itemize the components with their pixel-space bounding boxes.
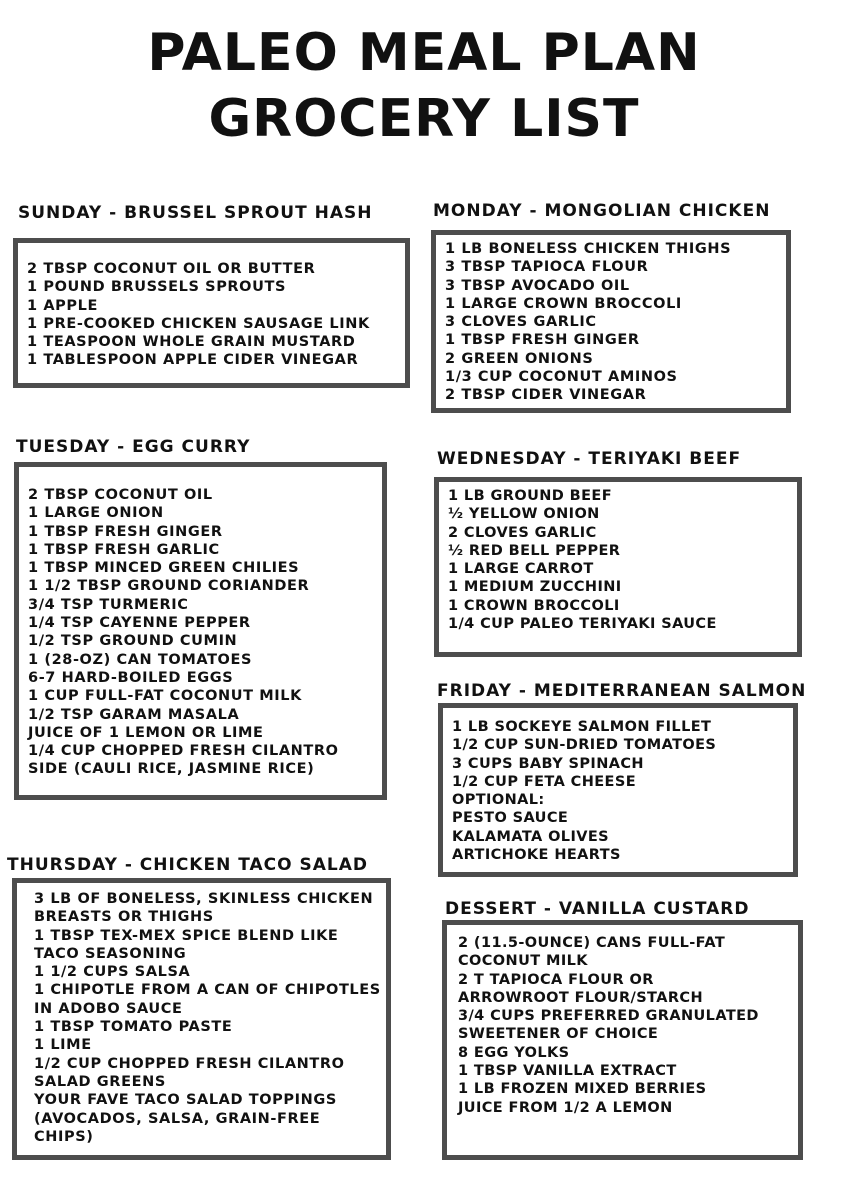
ingredient-item: 1 CHIPOTLE FROM A CAN OF CHIPOTLES [34, 982, 381, 999]
ingredient-item: 1 TBSP TEX-MEX SPICE BLEND LIKE [34, 927, 339, 944]
ingredient-item: SWEETENER OF CHOICE [458, 1026, 659, 1043]
ingredient-item: TACO SEASONING [34, 945, 187, 962]
section-heading-thursday: THURSDAY - CHICKEN TACO SALAD [7, 855, 369, 875]
ingredient-item: 3/4 CUPS PREFERRED GRANULATED [458, 1008, 759, 1025]
ingredient-item: OPTIONAL: [452, 792, 545, 809]
ingredient-item: 1 POUND BRUSSELS SPROUTS [27, 279, 287, 296]
ingredient-item: 3 CLOVES GARLIC [445, 314, 597, 331]
ingredient-item: 3 TBSP TAPIOCA FLOUR [445, 259, 649, 276]
ingredient-item: PESTO SAUCE [452, 810, 569, 827]
page-title-line1: PALEO MEAL PLAN [147, 23, 701, 83]
ingredient-item: 1 1/2 TBSP GROUND CORIANDER [28, 578, 310, 595]
ingredient-item: SALAD GREENS [34, 1073, 166, 1090]
ingredient-list-dessert [442, 920, 803, 1160]
ingredient-item: 1 (28-OZ) CAN TOMATOES [28, 651, 253, 668]
ingredient-item: 1 TABLESPOON APPLE CIDER VINEGAR [27, 352, 359, 369]
ingredient-item: 1 TBSP FRESH GINGER [28, 523, 223, 540]
ingredient-list-thursday [12, 878, 391, 1160]
ingredient-item: BREASTS OR THIGHS [34, 909, 214, 926]
ingredient-item: 1 LB FROZEN MIXED BERRIES [458, 1081, 707, 1098]
ingredient-item: 2 CLOVES GARLIC [448, 524, 597, 541]
ingredient-item: 1/2 CUP FETA CHEESE [452, 773, 636, 790]
section-heading-sunday: SUNDAY - BRUSSEL SPROUT HASH [18, 203, 373, 223]
ingredient-item: ½ YELLOW ONION [448, 506, 600, 523]
ingredient-item: 1/4 TSP CAYENNE PEPPER [28, 615, 251, 632]
section-heading-dessert: DESSERT - VANILLA CUSTARD [445, 899, 750, 919]
ingredient-item: 1/2 CUP CHOPPED FRESH CILANTRO [34, 1055, 345, 1072]
section-heading-tuesday: TUESDAY - EGG CURRY [16, 437, 251, 457]
ingredient-item: 3/4 TSP TURMERIC [28, 596, 189, 613]
ingredient-item: ½ RED BELL PEPPER [448, 542, 621, 559]
ingredient-item: 1 TBSP TOMATO PASTE [34, 1019, 233, 1036]
ingredient-item: 1 CUP FULL-FAT COCONUT MILK [28, 688, 302, 705]
ingredient-item: 1/2 CUP SUN-DRIED TOMATOES [452, 737, 717, 754]
ingredient-item: 2 TBSP CIDER VINEGAR [445, 387, 647, 404]
ingredient-item: 1 TBSP MINCED GREEN CHILIES [28, 560, 300, 577]
ingredient-list-monday [431, 230, 791, 413]
ingredient-item: 1 LB BONELESS CHICKEN THIGHS [445, 241, 732, 257]
ingredient-item: 2 TBSP COCONUT OIL OR BUTTER [27, 261, 316, 277]
ingredient-item: 1 TBSP FRESH GARLIC [28, 541, 220, 558]
ingredient-item: 3 LB OF BONELESS, SKINLESS CHICKEN [34, 891, 374, 907]
ingredient-item: JUICE FROM 1/2 A LEMON [458, 1099, 673, 1116]
ingredient-item: 3 CUPS BABY SPINACH [452, 755, 644, 772]
section-heading-friday: FRIDAY - MEDITERRANEAN SALMON [437, 681, 807, 701]
ingredient-list-friday [438, 703, 798, 877]
ingredient-list-tuesday [14, 462, 387, 800]
ingredient-item: 2 GREEN ONIONS [445, 350, 594, 367]
ingredient-item: ARROWROOT FLOUR/STARCH [458, 989, 703, 1006]
ingredient-item: 1/4 CUP PALEO TERIYAKI SAUCE [448, 616, 717, 633]
section-heading-wednesday: WEDNESDAY - TERIYAKI BEEF [437, 449, 742, 469]
ingredient-item: 1 1/2 CUPS SALSA [34, 964, 191, 981]
ingredient-item: 8 EGG YOLKS [458, 1044, 570, 1061]
ingredient-item: (AVOCADOS, SALSA, GRAIN-FREE [34, 1110, 321, 1127]
ingredient-list-wednesday [434, 477, 802, 657]
ingredient-item: JUICE OF 1 LEMON OR LIME [28, 724, 264, 741]
ingredient-item: 1 APPLE [27, 297, 98, 314]
ingredient-item: 2 T TAPIOCA FLOUR OR [458, 971, 654, 988]
ingredient-item: 1 TBSP FRESH GINGER [445, 332, 640, 349]
ingredient-item: 1 TBSP VANILLA EXTRACT [458, 1063, 677, 1080]
ingredient-item: KALAMATA OLIVES [452, 828, 610, 845]
ingredient-item: 1 LB SOCKEYE SALMON FILLET [452, 719, 712, 735]
ingredient-item: 1/2 TSP GROUND CUMIN [28, 633, 238, 650]
ingredient-item: 1 LIME [34, 1037, 92, 1054]
ingredient-item: 1 PRE-COOKED CHICKEN SAUSAGE LINK [27, 315, 370, 332]
ingredient-item: COCONUT MILK [458, 953, 588, 970]
ingredient-item: 2 (11.5-OUNCE) CANS FULL-FAT [458, 935, 726, 951]
ingredient-item: 1/3 CUP COCONUT AMINOS [445, 369, 678, 386]
page-title-line2: GROCERY LIST [208, 89, 640, 149]
ingredient-item: ARTICHOKE HEARTS [452, 847, 621, 864]
ingredient-item: CHIPS) [34, 1128, 94, 1145]
ingredient-item: 1 LARGE ONION [28, 505, 164, 522]
ingredient-item: 1 TEASPOON WHOLE GRAIN MUSTARD [27, 334, 356, 351]
ingredient-item: 1 LARGE CARROT [448, 561, 594, 578]
ingredient-item: 1 CROWN BROCCOLI [448, 597, 620, 614]
ingredient-item: 3 TBSP AVOCADO OIL [445, 277, 630, 294]
ingredient-item: YOUR FAVE TACO SALAD TOPPINGS [34, 1092, 337, 1109]
ingredient-item: 1/2 TSP GARAM MASALA [28, 706, 240, 723]
ingredient-item: SIDE (CAULI RICE, JASMINE RICE) [28, 761, 315, 778]
ingredient-list-sunday [13, 238, 410, 388]
ingredient-item: 1 LARGE CROWN BROCCOLI [445, 295, 682, 312]
ingredient-item: 2 TBSP COCONUT OIL [28, 487, 213, 503]
ingredient-item: 1 LB GROUND BEEF [448, 488, 613, 504]
ingredient-item: 1 MEDIUM ZUCCHINI [448, 579, 622, 596]
ingredient-item: IN ADOBO SAUCE [34, 1000, 183, 1017]
ingredient-item: 1/4 CUP CHOPPED FRESH CILANTRO [28, 743, 339, 760]
ingredient-item: 6-7 HARD-BOILED EGGS [28, 669, 234, 686]
section-heading-monday: MONDAY - MONGOLIAN CHICKEN [433, 201, 771, 221]
